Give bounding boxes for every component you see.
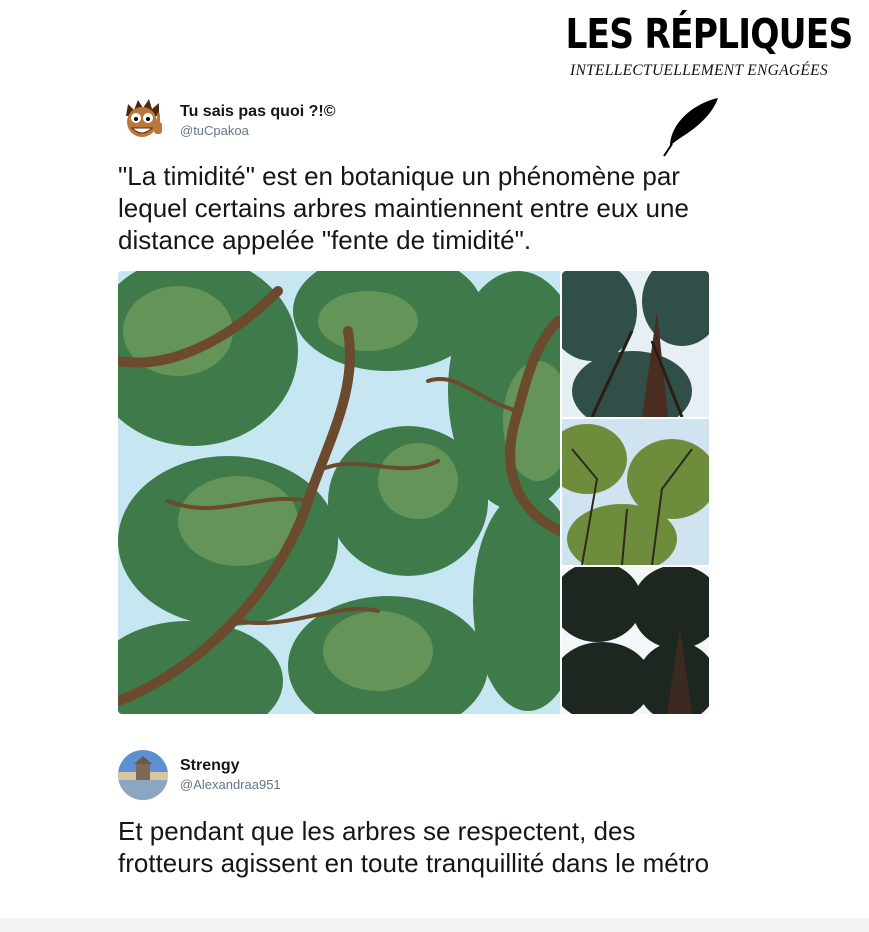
brand-title: LES RÉPLIQUES bbox=[565, 10, 853, 58]
display-name[interactable]: Tu sais pas quoi ?!© bbox=[180, 103, 336, 120]
tree-canopy-photo-main[interactable] bbox=[118, 271, 560, 714]
display-name[interactable]: Strengy bbox=[180, 757, 240, 774]
tweet-text: "La timidité" est en botanique un phénomène par lequel certains arbres maintiennent entre eux une distance appelée "fente de timidité". bbox=[118, 161, 689, 255]
tweet-text: Et pendant que les arbres se respectent, des frotteurs agissent en toute tranquillité dans le métro bbox=[118, 816, 710, 878]
quill-icon bbox=[660, 96, 722, 158]
tree-canopy-photo-2[interactable] bbox=[562, 419, 709, 565]
user-handle[interactable]: @tuCpakoa bbox=[180, 123, 249, 138]
bottom-divider bbox=[0, 918, 869, 932]
tree-canopy-photo-3[interactable] bbox=[562, 567, 709, 714]
tweet-header bbox=[118, 96, 336, 146]
tweet-media[interactable] bbox=[118, 271, 709, 714]
brand-logo bbox=[540, 8, 858, 80]
avatar[interactable] bbox=[118, 96, 168, 146]
user-handle[interactable]: @Alexandraa951 bbox=[180, 777, 281, 792]
avatar[interactable] bbox=[118, 750, 168, 800]
tweet-header bbox=[118, 750, 281, 800]
tree-canopy-photo-1[interactable] bbox=[562, 271, 709, 417]
brand-subtitle: INTELLECTUELLEMENT ENGAGÉES bbox=[569, 62, 828, 79]
